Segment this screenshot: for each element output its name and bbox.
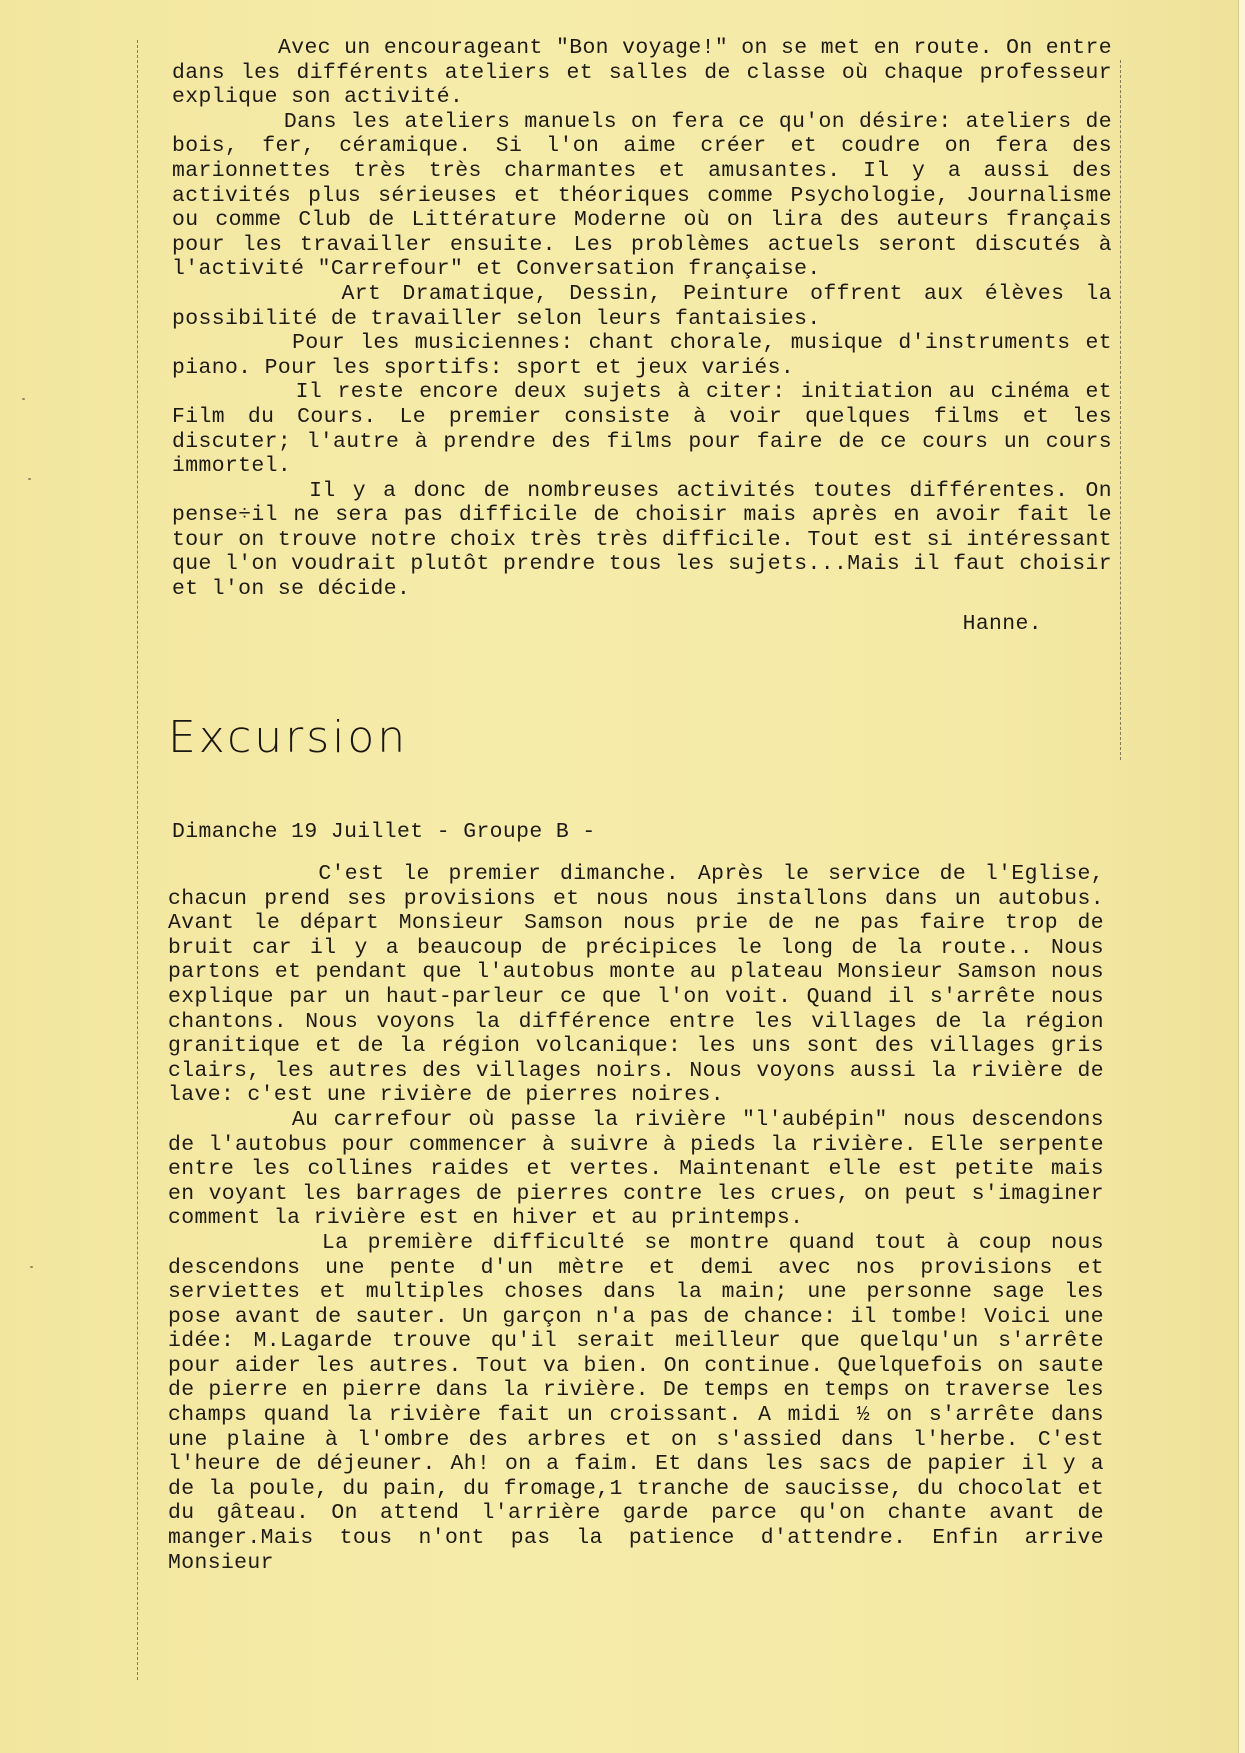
article-paragraph: Il reste encore deux sujets à citer: initiation au cinéma et Film du Cours. Le premier consiste à voir quelques films et les discuter; l'autre à prendre des films pour faire de ce cours un cours immortel. bbox=[172, 380, 1112, 479]
page-edge bbox=[1238, 0, 1245, 1753]
article-paragraph: C'est le premier dimanche. Après le service de l'Eglise, chacun prend ses provisions et nous nous installons dans un autobus. Avant le départ Monsieur Samson nous prie de ne pas faire trop de bruit car il y a beaucoup de précipices le long de la route.. Nous partons et pendant que l'autobus monte au plateau Monsieur Samson nous explique par un haut-parleur ce que l'on voit. Quand il s'arrête nous chantons. Nous voyons la différence entre les villages de la région granitique et de la région volcanique: les uns sont des villages gris clairs, les autres des villages noirs. Nous voyons aussi la rivière de lave: c'est une rivière de pierres noires. bbox=[168, 862, 1104, 1108]
dateline: Dimanche 19 Juillet - Groupe B - bbox=[172, 820, 596, 844]
right-margin-rule bbox=[1120, 60, 1121, 760]
ink-speck bbox=[28, 478, 31, 480]
article-paragraph: Art Dramatique, Dessin, Peinture offrent aux élèves la possibilité de travailler selon leurs fantaisies. bbox=[172, 281, 1112, 331]
article-paragraph: Au carrefour où passe la rivière "l'aubépin" nous descendons de l'autobus pour commencer à suivre à pieds la rivière. Elle serpente entre les collines raides et vertes. Maintenant elle est petite mais en voyant les barrages de pierres contre les crues, on peut s'imaginer comment la rivière est en hiver et au printemps. bbox=[168, 1107, 1104, 1231]
article-paragraph: Avec un encourageant "Bon voyage!" on se met en route. On entre dans les différents ateliers et salles de classe où chaque professeur explique son activité. bbox=[172, 36, 1112, 110]
article-paragraph: Dans les ateliers manuels on fera ce qu'on désire: ateliers de bois, fer, céramique. Si l'on aime créer et coudre on fera des marionnettes très très charmantes et amusantes. Il y a aussi des activités plus sérieuses et théoriques comme Psychologie, Journalisme ou comme Club de Littérature Moderne où on lira des auteurs français pour les travailler ensuite. Les problèmes actuels seront discutés à l'activité "Carrefour" et Conversation française. bbox=[172, 109, 1112, 282]
excursion-article bbox=[168, 862, 1104, 1575]
article-paragraph: Pour les musiciennes: chant chorale, musique d'instruments et piano. Pour les sportifs: sport et jeux variés. bbox=[172, 331, 1112, 380]
section-heading: Excursion bbox=[168, 712, 409, 763]
author-signature: Hanne. bbox=[962, 611, 1042, 636]
top-article bbox=[172, 36, 1112, 636]
article-paragraph: La première difficulté se montre quand tout à coup nous descendons une pente d'un mètre et demi avec nos provisions et serviettes et multiples choses dans la main; une personne sage les pose avant de sauter. Un garçon n'a pas de chance: il tombe! Voici une idée: M.Lagarde trouve qu'il serait meilleur que quelqu'un s'arrête pour aider les autres. Tout va bien. On continue. Quelquefois on saute de pierre en pierre dans la rivière. De temps en temps on traverse les champs quand la rivière fait un croissant. A midi ½ on s'arrête dans une plaine à l'ombre des arbres et on s'assied dans l'herbe. C'est l'heure de déjeuner. Ah! on a faim. Et dans les sacs de papier il y a de la poule, du pain, du fromage,1 tranche de saucisse, du chocolat et du gâteau. On attend l'arrière garde parce qu'on chante avant de manger.Mais tous n'ont pas la patience d'attendre. Enfin arrive Monsieur bbox=[168, 1230, 1104, 1575]
ink-speck bbox=[30, 1266, 33, 1268]
left-margin-rule bbox=[137, 40, 138, 1680]
ink-speck bbox=[22, 398, 25, 400]
article-paragraph: Il y a donc de nombreuses activités toutes différentes. On pense÷il ne sera pas difficile de choisir mais après en avoir fait le tour on trouve notre choix très très difficile. Tout est si intéressant que l'on voudrait plutôt prendre tous les sujets...Mais il faut choisir et l'on se décide. bbox=[172, 478, 1112, 602]
